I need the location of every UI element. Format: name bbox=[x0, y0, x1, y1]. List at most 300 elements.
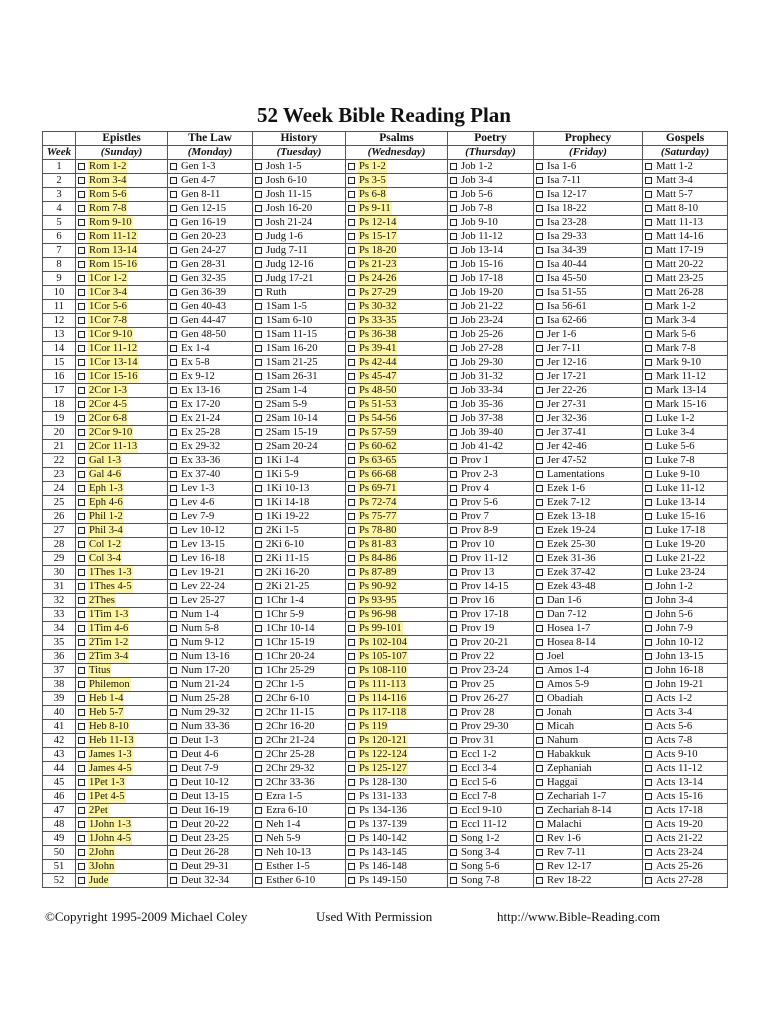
checkbox-icon[interactable] bbox=[78, 821, 85, 828]
checkbox-icon[interactable] bbox=[536, 807, 543, 814]
checkbox-icon[interactable] bbox=[255, 541, 262, 548]
checkbox-icon[interactable] bbox=[255, 835, 262, 842]
checkbox-icon[interactable] bbox=[348, 219, 355, 226]
checkbox-icon[interactable] bbox=[536, 765, 543, 772]
checkbox-icon[interactable] bbox=[255, 443, 262, 450]
checkbox-icon[interactable] bbox=[645, 219, 652, 226]
checkbox-icon[interactable] bbox=[536, 863, 543, 870]
checkbox-icon[interactable] bbox=[170, 583, 177, 590]
checkbox-icon[interactable] bbox=[255, 513, 262, 520]
checkbox-icon[interactable] bbox=[348, 499, 355, 506]
checkbox-icon[interactable] bbox=[536, 359, 543, 366]
checkbox-icon[interactable] bbox=[645, 429, 652, 436]
checkbox-icon[interactable] bbox=[450, 541, 457, 548]
checkbox-icon[interactable] bbox=[348, 443, 355, 450]
checkbox-icon[interactable] bbox=[78, 247, 85, 254]
checkbox-icon[interactable] bbox=[536, 541, 543, 548]
checkbox-icon[interactable] bbox=[450, 667, 457, 674]
checkbox-icon[interactable] bbox=[348, 373, 355, 380]
checkbox-icon[interactable] bbox=[450, 835, 457, 842]
checkbox-icon[interactable] bbox=[78, 275, 85, 282]
checkbox-icon[interactable] bbox=[536, 219, 543, 226]
checkbox-icon[interactable] bbox=[450, 233, 457, 240]
checkbox-icon[interactable] bbox=[255, 191, 262, 198]
checkbox-icon[interactable] bbox=[78, 555, 85, 562]
checkbox-icon[interactable] bbox=[170, 485, 177, 492]
checkbox-icon[interactable] bbox=[645, 191, 652, 198]
checkbox-icon[interactable] bbox=[645, 653, 652, 660]
checkbox-icon[interactable] bbox=[78, 513, 85, 520]
checkbox-icon[interactable] bbox=[450, 765, 457, 772]
checkbox-icon[interactable] bbox=[645, 275, 652, 282]
checkbox-icon[interactable] bbox=[348, 387, 355, 394]
checkbox-icon[interactable] bbox=[348, 821, 355, 828]
checkbox-icon[interactable] bbox=[536, 527, 543, 534]
checkbox-icon[interactable] bbox=[78, 163, 85, 170]
checkbox-icon[interactable] bbox=[348, 709, 355, 716]
checkbox-icon[interactable] bbox=[645, 695, 652, 702]
checkbox-icon[interactable] bbox=[348, 163, 355, 170]
checkbox-icon[interactable] bbox=[450, 779, 457, 786]
checkbox-icon[interactable] bbox=[78, 429, 85, 436]
checkbox-icon[interactable] bbox=[348, 751, 355, 758]
checkbox-icon[interactable] bbox=[255, 163, 262, 170]
checkbox-icon[interactable] bbox=[78, 331, 85, 338]
checkbox-icon[interactable] bbox=[645, 471, 652, 478]
checkbox-icon[interactable] bbox=[255, 653, 262, 660]
checkbox-icon[interactable] bbox=[645, 387, 652, 394]
checkbox-icon[interactable] bbox=[536, 163, 543, 170]
checkbox-icon[interactable] bbox=[78, 849, 85, 856]
checkbox-icon[interactable] bbox=[170, 457, 177, 464]
checkbox-icon[interactable] bbox=[348, 345, 355, 352]
checkbox-icon[interactable] bbox=[170, 289, 177, 296]
checkbox-icon[interactable] bbox=[348, 247, 355, 254]
checkbox-icon[interactable] bbox=[645, 233, 652, 240]
checkbox-icon[interactable] bbox=[170, 345, 177, 352]
checkbox-icon[interactable] bbox=[255, 583, 262, 590]
checkbox-icon[interactable] bbox=[450, 401, 457, 408]
checkbox-icon[interactable] bbox=[78, 807, 85, 814]
checkbox-icon[interactable] bbox=[348, 625, 355, 632]
checkbox-icon[interactable] bbox=[255, 639, 262, 646]
checkbox-icon[interactable] bbox=[170, 863, 177, 870]
checkbox-icon[interactable] bbox=[348, 527, 355, 534]
checkbox-icon[interactable] bbox=[450, 737, 457, 744]
checkbox-icon[interactable] bbox=[348, 639, 355, 646]
checkbox-icon[interactable] bbox=[255, 233, 262, 240]
checkbox-icon[interactable] bbox=[450, 653, 457, 660]
checkbox-icon[interactable] bbox=[255, 779, 262, 786]
checkbox-icon[interactable] bbox=[536, 723, 543, 730]
checkbox-icon[interactable] bbox=[348, 863, 355, 870]
checkbox-icon[interactable] bbox=[255, 485, 262, 492]
checkbox-icon[interactable] bbox=[78, 527, 85, 534]
checkbox-icon[interactable] bbox=[348, 807, 355, 814]
checkbox-icon[interactable] bbox=[536, 373, 543, 380]
checkbox-icon[interactable] bbox=[348, 289, 355, 296]
checkbox-icon[interactable] bbox=[645, 779, 652, 786]
checkbox-icon[interactable] bbox=[450, 191, 457, 198]
checkbox-icon[interactable] bbox=[255, 569, 262, 576]
checkbox-icon[interactable] bbox=[645, 821, 652, 828]
checkbox-icon[interactable] bbox=[255, 597, 262, 604]
checkbox-icon[interactable] bbox=[78, 597, 85, 604]
checkbox-icon[interactable] bbox=[645, 681, 652, 688]
checkbox-icon[interactable] bbox=[78, 569, 85, 576]
checkbox-icon[interactable] bbox=[348, 457, 355, 464]
checkbox-icon[interactable] bbox=[536, 345, 543, 352]
checkbox-icon[interactable] bbox=[450, 863, 457, 870]
checkbox-icon[interactable] bbox=[450, 527, 457, 534]
checkbox-icon[interactable] bbox=[78, 177, 85, 184]
checkbox-icon[interactable] bbox=[255, 625, 262, 632]
checkbox-icon[interactable] bbox=[255, 751, 262, 758]
checkbox-icon[interactable] bbox=[645, 331, 652, 338]
checkbox-icon[interactable] bbox=[255, 429, 262, 436]
checkbox-icon[interactable] bbox=[170, 849, 177, 856]
checkbox-icon[interactable] bbox=[348, 359, 355, 366]
checkbox-icon[interactable] bbox=[450, 821, 457, 828]
checkbox-icon[interactable] bbox=[536, 317, 543, 324]
checkbox-icon[interactable] bbox=[170, 821, 177, 828]
checkbox-icon[interactable] bbox=[170, 835, 177, 842]
checkbox-icon[interactable] bbox=[170, 723, 177, 730]
checkbox-icon[interactable] bbox=[645, 639, 652, 646]
checkbox-icon[interactable] bbox=[170, 765, 177, 772]
checkbox-icon[interactable] bbox=[536, 191, 543, 198]
checkbox-icon[interactable] bbox=[255, 415, 262, 422]
checkbox-icon[interactable] bbox=[170, 219, 177, 226]
checkbox-icon[interactable] bbox=[255, 667, 262, 674]
checkbox-icon[interactable] bbox=[78, 485, 85, 492]
checkbox-icon[interactable] bbox=[348, 569, 355, 576]
checkbox-icon[interactable] bbox=[536, 597, 543, 604]
checkbox-icon[interactable] bbox=[78, 723, 85, 730]
checkbox-icon[interactable] bbox=[170, 569, 177, 576]
checkbox-icon[interactable] bbox=[645, 163, 652, 170]
checkbox-icon[interactable] bbox=[255, 877, 262, 884]
checkbox-icon[interactable] bbox=[348, 737, 355, 744]
checkbox-icon[interactable] bbox=[536, 681, 543, 688]
checkbox-icon[interactable] bbox=[450, 485, 457, 492]
checkbox-icon[interactable] bbox=[255, 331, 262, 338]
checkbox-icon[interactable] bbox=[536, 779, 543, 786]
checkbox-icon[interactable] bbox=[255, 723, 262, 730]
checkbox-icon[interactable] bbox=[348, 177, 355, 184]
checkbox-icon[interactable] bbox=[170, 191, 177, 198]
checkbox-icon[interactable] bbox=[348, 205, 355, 212]
checkbox-icon[interactable] bbox=[78, 499, 85, 506]
checkbox-icon[interactable] bbox=[255, 499, 262, 506]
checkbox-icon[interactable] bbox=[645, 177, 652, 184]
checkbox-icon[interactable] bbox=[78, 261, 85, 268]
checkbox-icon[interactable] bbox=[645, 723, 652, 730]
checkbox-icon[interactable] bbox=[645, 877, 652, 884]
checkbox-icon[interactable] bbox=[645, 611, 652, 618]
checkbox-icon[interactable] bbox=[78, 765, 85, 772]
checkbox-icon[interactable] bbox=[536, 331, 543, 338]
checkbox-icon[interactable] bbox=[255, 359, 262, 366]
checkbox-icon[interactable] bbox=[536, 471, 543, 478]
checkbox-icon[interactable] bbox=[645, 499, 652, 506]
checkbox-icon[interactable] bbox=[348, 429, 355, 436]
checkbox-icon[interactable] bbox=[450, 373, 457, 380]
checkbox-icon[interactable] bbox=[255, 289, 262, 296]
checkbox-icon[interactable] bbox=[348, 303, 355, 310]
checkbox-icon[interactable] bbox=[645, 247, 652, 254]
checkbox-icon[interactable] bbox=[645, 415, 652, 422]
checkbox-icon[interactable] bbox=[348, 877, 355, 884]
checkbox-icon[interactable] bbox=[450, 387, 457, 394]
checkbox-icon[interactable] bbox=[536, 821, 543, 828]
checkbox-icon[interactable] bbox=[450, 555, 457, 562]
checkbox-icon[interactable] bbox=[255, 303, 262, 310]
checkbox-icon[interactable] bbox=[450, 457, 457, 464]
checkbox-icon[interactable] bbox=[78, 359, 85, 366]
checkbox-icon[interactable] bbox=[78, 401, 85, 408]
checkbox-icon[interactable] bbox=[450, 303, 457, 310]
checkbox-icon[interactable] bbox=[78, 709, 85, 716]
checkbox-icon[interactable] bbox=[170, 275, 177, 282]
checkbox-icon[interactable] bbox=[450, 849, 457, 856]
checkbox-icon[interactable] bbox=[645, 485, 652, 492]
checkbox-icon[interactable] bbox=[348, 597, 355, 604]
checkbox-icon[interactable] bbox=[170, 205, 177, 212]
checkbox-icon[interactable] bbox=[255, 849, 262, 856]
checkbox-icon[interactable] bbox=[170, 555, 177, 562]
checkbox-icon[interactable] bbox=[255, 205, 262, 212]
checkbox-icon[interactable] bbox=[450, 331, 457, 338]
checkbox-icon[interactable] bbox=[450, 625, 457, 632]
checkbox-icon[interactable] bbox=[536, 499, 543, 506]
checkbox-icon[interactable] bbox=[78, 611, 85, 618]
checkbox-icon[interactable] bbox=[78, 583, 85, 590]
checkbox-icon[interactable] bbox=[450, 275, 457, 282]
checkbox-icon[interactable] bbox=[450, 247, 457, 254]
checkbox-icon[interactable] bbox=[255, 821, 262, 828]
checkbox-icon[interactable] bbox=[645, 345, 652, 352]
checkbox-icon[interactable] bbox=[348, 275, 355, 282]
checkbox-icon[interactable] bbox=[170, 163, 177, 170]
checkbox-icon[interactable] bbox=[170, 303, 177, 310]
checkbox-icon[interactable] bbox=[450, 289, 457, 296]
checkbox-icon[interactable] bbox=[170, 499, 177, 506]
checkbox-icon[interactable] bbox=[348, 849, 355, 856]
checkbox-icon[interactable] bbox=[255, 387, 262, 394]
checkbox-icon[interactable] bbox=[170, 737, 177, 744]
checkbox-icon[interactable] bbox=[536, 555, 543, 562]
checkbox-icon[interactable] bbox=[348, 779, 355, 786]
checkbox-icon[interactable] bbox=[170, 317, 177, 324]
checkbox-icon[interactable] bbox=[536, 709, 543, 716]
checkbox-icon[interactable] bbox=[536, 289, 543, 296]
checkbox-icon[interactable] bbox=[645, 443, 652, 450]
checkbox-icon[interactable] bbox=[450, 569, 457, 576]
checkbox-icon[interactable] bbox=[78, 205, 85, 212]
checkbox-icon[interactable] bbox=[645, 667, 652, 674]
checkbox-icon[interactable] bbox=[536, 695, 543, 702]
checkbox-icon[interactable] bbox=[348, 695, 355, 702]
checkbox-icon[interactable] bbox=[170, 177, 177, 184]
checkbox-icon[interactable] bbox=[536, 457, 543, 464]
checkbox-icon[interactable] bbox=[536, 667, 543, 674]
checkbox-icon[interactable] bbox=[450, 345, 457, 352]
checkbox-icon[interactable] bbox=[170, 443, 177, 450]
checkbox-icon[interactable] bbox=[450, 793, 457, 800]
checkbox-icon[interactable] bbox=[348, 555, 355, 562]
checkbox-icon[interactable] bbox=[170, 541, 177, 548]
checkbox-icon[interactable] bbox=[78, 387, 85, 394]
checkbox-icon[interactable] bbox=[348, 793, 355, 800]
checkbox-icon[interactable] bbox=[78, 415, 85, 422]
checkbox-icon[interactable] bbox=[170, 667, 177, 674]
checkbox-icon[interactable] bbox=[78, 751, 85, 758]
checkbox-icon[interactable] bbox=[450, 499, 457, 506]
checkbox-icon[interactable] bbox=[255, 457, 262, 464]
checkbox-icon[interactable] bbox=[536, 303, 543, 310]
checkbox-icon[interactable] bbox=[645, 569, 652, 576]
checkbox-icon[interactable] bbox=[536, 877, 543, 884]
checkbox-icon[interactable] bbox=[536, 583, 543, 590]
checkbox-icon[interactable] bbox=[348, 331, 355, 338]
checkbox-icon[interactable] bbox=[450, 261, 457, 268]
checkbox-icon[interactable] bbox=[450, 219, 457, 226]
checkbox-icon[interactable] bbox=[78, 737, 85, 744]
checkbox-icon[interactable] bbox=[348, 233, 355, 240]
checkbox-icon[interactable] bbox=[645, 513, 652, 520]
checkbox-icon[interactable] bbox=[170, 527, 177, 534]
checkbox-icon[interactable] bbox=[450, 807, 457, 814]
checkbox-icon[interactable] bbox=[78, 443, 85, 450]
checkbox-icon[interactable] bbox=[255, 765, 262, 772]
checkbox-icon[interactable] bbox=[170, 681, 177, 688]
checkbox-icon[interactable] bbox=[536, 443, 543, 450]
checkbox-icon[interactable] bbox=[645, 289, 652, 296]
checkbox-icon[interactable] bbox=[78, 289, 85, 296]
checkbox-icon[interactable] bbox=[536, 177, 543, 184]
checkbox-icon[interactable] bbox=[450, 429, 457, 436]
checkbox-icon[interactable] bbox=[645, 849, 652, 856]
checkbox-icon[interactable] bbox=[255, 261, 262, 268]
checkbox-icon[interactable] bbox=[78, 345, 85, 352]
checkbox-icon[interactable] bbox=[536, 653, 543, 660]
checkbox-icon[interactable] bbox=[450, 597, 457, 604]
checkbox-icon[interactable] bbox=[536, 261, 543, 268]
checkbox-icon[interactable] bbox=[536, 513, 543, 520]
checkbox-icon[interactable] bbox=[170, 387, 177, 394]
checkbox-icon[interactable] bbox=[536, 737, 543, 744]
checkbox-icon[interactable] bbox=[255, 793, 262, 800]
checkbox-icon[interactable] bbox=[255, 681, 262, 688]
checkbox-icon[interactable] bbox=[78, 191, 85, 198]
checkbox-icon[interactable] bbox=[645, 457, 652, 464]
checkbox-icon[interactable] bbox=[348, 317, 355, 324]
checkbox-icon[interactable] bbox=[78, 835, 85, 842]
checkbox-icon[interactable] bbox=[348, 765, 355, 772]
checkbox-icon[interactable] bbox=[170, 653, 177, 660]
checkbox-icon[interactable] bbox=[170, 639, 177, 646]
checkbox-icon[interactable] bbox=[536, 233, 543, 240]
checkbox-icon[interactable] bbox=[536, 429, 543, 436]
checkbox-icon[interactable] bbox=[536, 275, 543, 282]
checkbox-icon[interactable] bbox=[170, 513, 177, 520]
checkbox-icon[interactable] bbox=[170, 233, 177, 240]
checkbox-icon[interactable] bbox=[170, 373, 177, 380]
checkbox-icon[interactable] bbox=[450, 681, 457, 688]
checkbox-icon[interactable] bbox=[536, 611, 543, 618]
checkbox-icon[interactable] bbox=[170, 625, 177, 632]
checkbox-icon[interactable] bbox=[255, 401, 262, 408]
checkbox-icon[interactable] bbox=[170, 401, 177, 408]
checkbox-icon[interactable] bbox=[645, 541, 652, 548]
checkbox-icon[interactable] bbox=[450, 415, 457, 422]
checkbox-icon[interactable] bbox=[170, 793, 177, 800]
checkbox-icon[interactable] bbox=[255, 317, 262, 324]
checkbox-icon[interactable] bbox=[450, 471, 457, 478]
checkbox-icon[interactable] bbox=[170, 261, 177, 268]
checkbox-icon[interactable] bbox=[78, 471, 85, 478]
checkbox-icon[interactable] bbox=[536, 625, 543, 632]
checkbox-icon[interactable] bbox=[255, 695, 262, 702]
checkbox-icon[interactable] bbox=[255, 471, 262, 478]
website-url[interactable]: http://www.Bible-Reading.com bbox=[497, 909, 661, 924]
checkbox-icon[interactable] bbox=[255, 737, 262, 744]
checkbox-icon[interactable] bbox=[78, 373, 85, 380]
checkbox-icon[interactable] bbox=[170, 779, 177, 786]
checkbox-icon[interactable] bbox=[645, 807, 652, 814]
checkbox-icon[interactable] bbox=[78, 233, 85, 240]
checkbox-icon[interactable] bbox=[348, 191, 355, 198]
checkbox-icon[interactable] bbox=[536, 569, 543, 576]
checkbox-icon[interactable] bbox=[645, 583, 652, 590]
checkbox-icon[interactable] bbox=[645, 205, 652, 212]
checkbox-icon[interactable] bbox=[78, 303, 85, 310]
checkbox-icon[interactable] bbox=[255, 275, 262, 282]
checkbox-icon[interactable] bbox=[645, 527, 652, 534]
checkbox-icon[interactable] bbox=[255, 345, 262, 352]
checkbox-icon[interactable] bbox=[78, 877, 85, 884]
checkbox-icon[interactable] bbox=[536, 751, 543, 758]
checkbox-icon[interactable] bbox=[255, 177, 262, 184]
checkbox-icon[interactable] bbox=[450, 205, 457, 212]
checkbox-icon[interactable] bbox=[348, 485, 355, 492]
checkbox-icon[interactable] bbox=[645, 625, 652, 632]
checkbox-icon[interactable] bbox=[645, 751, 652, 758]
checkbox-icon[interactable] bbox=[645, 555, 652, 562]
checkbox-icon[interactable] bbox=[170, 807, 177, 814]
checkbox-icon[interactable] bbox=[645, 303, 652, 310]
checkbox-icon[interactable] bbox=[255, 555, 262, 562]
checkbox-icon[interactable] bbox=[450, 709, 457, 716]
checkbox-icon[interactable] bbox=[348, 667, 355, 674]
checkbox-icon[interactable] bbox=[170, 429, 177, 436]
checkbox-icon[interactable] bbox=[450, 443, 457, 450]
checkbox-icon[interactable] bbox=[645, 793, 652, 800]
checkbox-icon[interactable] bbox=[348, 611, 355, 618]
checkbox-icon[interactable] bbox=[536, 205, 543, 212]
checkbox-icon[interactable] bbox=[645, 737, 652, 744]
checkbox-icon[interactable] bbox=[645, 373, 652, 380]
checkbox-icon[interactable] bbox=[348, 415, 355, 422]
checkbox-icon[interactable] bbox=[78, 653, 85, 660]
checkbox-icon[interactable] bbox=[645, 359, 652, 366]
checkbox-icon[interactable] bbox=[78, 219, 85, 226]
checkbox-icon[interactable] bbox=[348, 653, 355, 660]
checkbox-icon[interactable] bbox=[348, 513, 355, 520]
checkbox-icon[interactable] bbox=[536, 639, 543, 646]
checkbox-icon[interactable] bbox=[348, 471, 355, 478]
